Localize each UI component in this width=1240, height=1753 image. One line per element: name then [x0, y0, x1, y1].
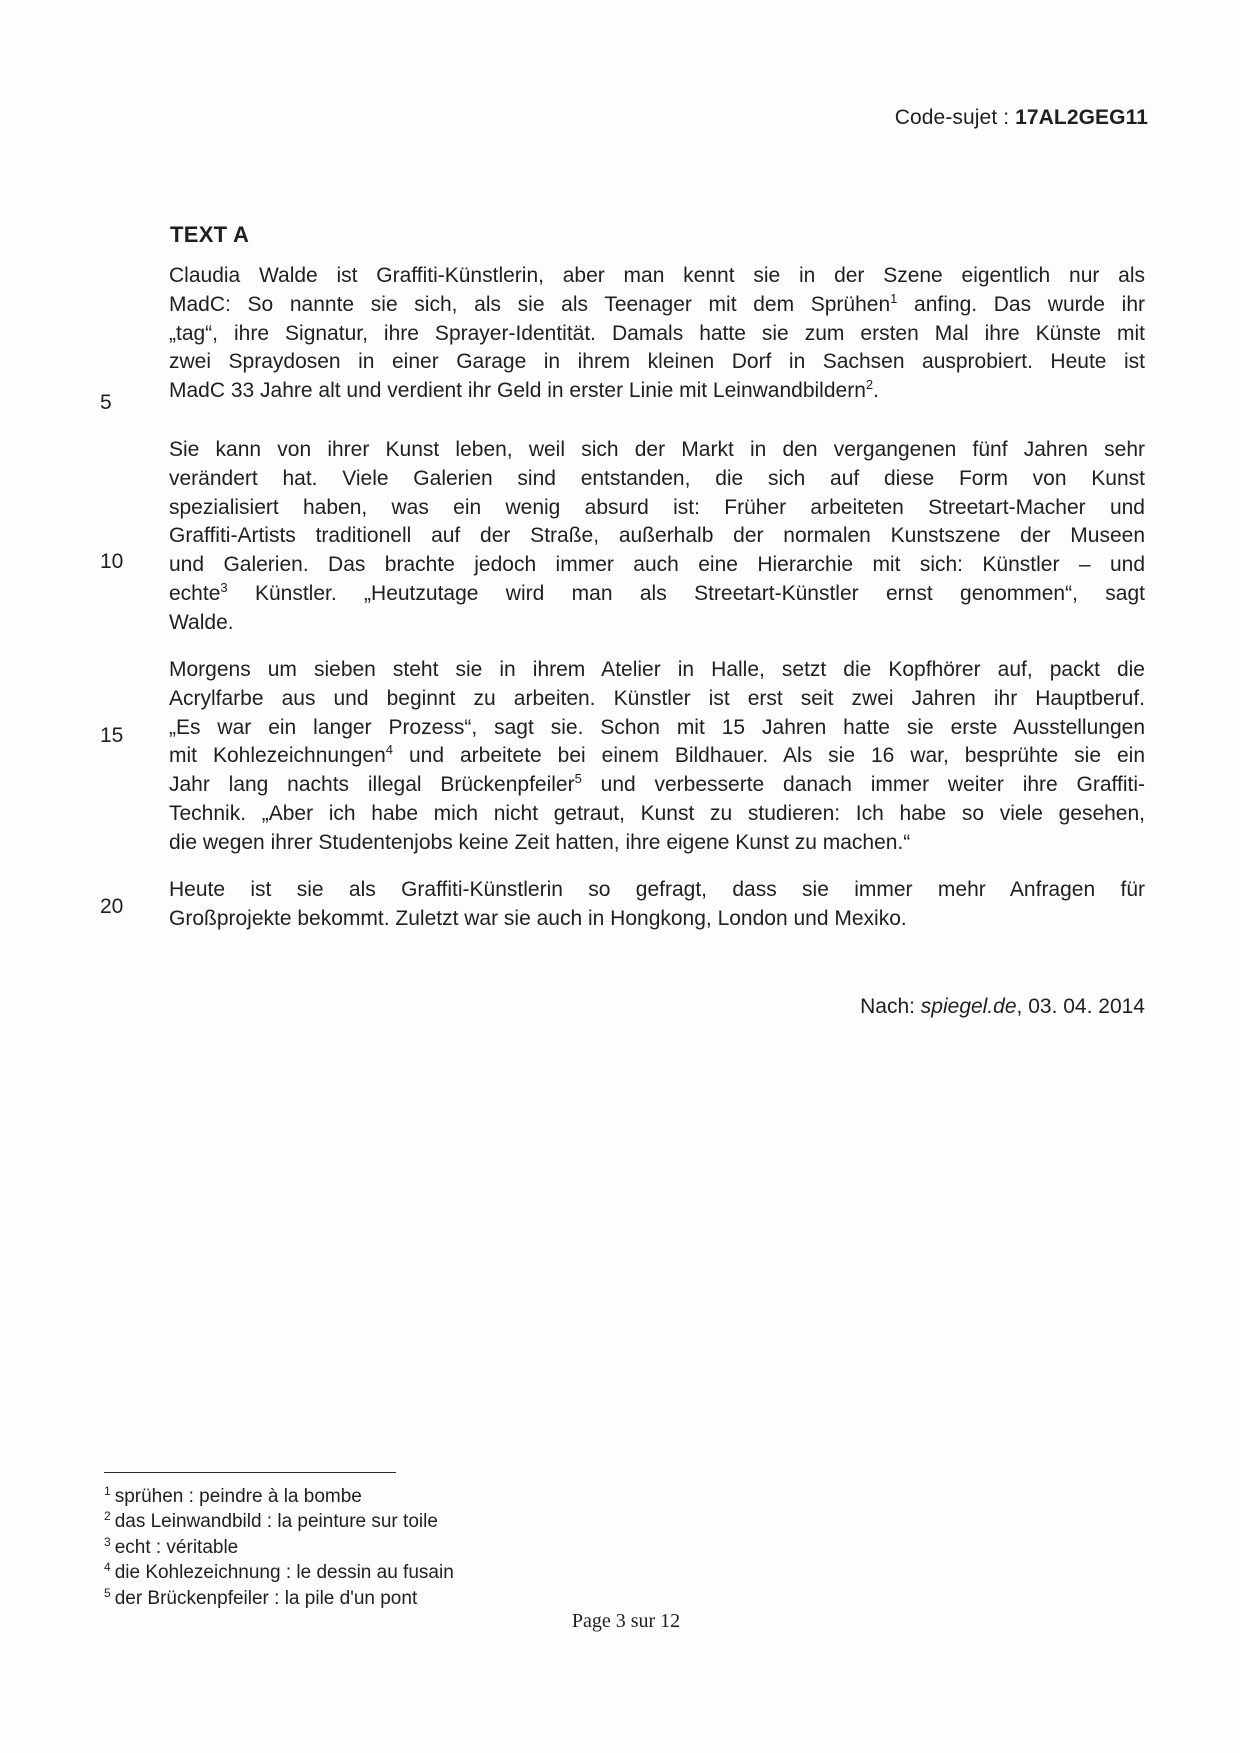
footnote-number: 3 — [104, 1534, 111, 1549]
footnote-text: echt : véritable — [114, 1536, 239, 1558]
source-site: spiegel.de — [920, 995, 1017, 1018]
line-number-10: 10 — [100, 550, 124, 573]
text-segment: Jahr lang nachts illegal Brückenpfeiler — [169, 773, 575, 797]
text-line: verändert hat. Viele Galerien sind entstanden, die sich auf diese Form von Kunst — [169, 466, 1145, 490]
footnote-number: 4 — [104, 1560, 111, 1575]
line-number-5: 5 — [100, 391, 112, 414]
code-sujet-label: Code-sujet : — [894, 106, 1010, 129]
text-segment: und verbesserte danach immer weiter ihre Graffiti- — [581, 773, 1145, 797]
text-line: zwei Spraydosen in einer Garage in ihrem kleinen Dorf in Sachsen ausprobiert. Heute ist — [169, 350, 1145, 374]
text-line: Morgens um sieben steht sie in ihrem Atelier in Halle, setzt die Kopfhörer auf, packt die — [169, 658, 1145, 681]
text-line: Walde. — [169, 610, 234, 634]
text-line: und Galerien. Das brachte jedoch immer auch eine Hierarchie mit sich: Künstler – und — [169, 553, 1145, 577]
footnote-reference: 4 — [385, 742, 394, 758]
page-number: Page 3 sur 12 — [571, 1610, 681, 1632]
footnote-text: die Kohlezeichnung : le dessin au fusain — [114, 1562, 454, 1584]
text-segment: Künstler. „Heutzutage wird man als Streetart-Künstler ernst genommen“, sagt — [227, 581, 1145, 605]
text-line: „tag“, ihre Signatur, ihre Sprayer-Identität. Damals hatte sie zum ersten Mal ihre Künste mit — [169, 321, 1145, 345]
text-line: Acrylfarbe aus und beginnt zu arbeiten. Künstler ist erst seit zwei Jahren ihr Hauptberuf. — [169, 686, 1145, 710]
footnote-item — [104, 1560, 454, 1585]
source-prefix: Nach: — [860, 995, 921, 1018]
text-line: die wegen ihrer Studentenjobs keine Zeit hatten, ihre eigene Kunst zu machen.“ — [169, 830, 911, 854]
source-date: , 03. 04. 2014 — [1016, 995, 1145, 1018]
footnote-text: sprühen : peindre à la bombe — [114, 1486, 362, 1507]
footnotes — [104, 1484, 454, 1611]
footnote-text: das Leinwandbild : la peinture sur toile — [114, 1511, 438, 1533]
text-line: spezialisiert haben, was ein wenig absurd ist: Früher arbeiteten Streetart-Macher und — [169, 495, 1145, 519]
footnote-reference: 1 — [890, 290, 898, 306]
text-segment: und arbeitete bei einem Bildhauer. Als sie 16 war, besprühte sie ein — [393, 744, 1146, 768]
text-segment: echte — [169, 581, 221, 605]
text-segment: MadC 33 Jahre alt und verdient ihr Geld in erster Linie mit Leinwandbildern — [169, 379, 866, 403]
text-line — [169, 742, 1145, 771]
text-line: Sie kann von ihrer Kunst leben, weil sich der Markt in den vergangenen fünf Jahren sehr — [169, 438, 1145, 461]
footnote-reference: 2 — [865, 377, 874, 393]
footnote-number: 5 — [104, 1585, 111, 1600]
footnote-item — [104, 1586, 454, 1611]
paragraph-4 — [169, 876, 1145, 934]
text-title: TEXT A — [170, 222, 250, 247]
footnote-number: 1 — [104, 1484, 111, 1498]
text-segment: anfing. Das wurde ihr — [897, 292, 1145, 316]
footnote-item — [104, 1535, 454, 1560]
text-line: Technik. „Aber ich habe mich nicht getraut, Kunst zu studieren: Ich habe so viele gesehen, — [169, 801, 1145, 825]
paragraph-3 — [169, 656, 1145, 858]
line-number-15: 15 — [100, 724, 124, 747]
line-number-20: 20 — [100, 895, 124, 918]
text-line — [169, 377, 1145, 406]
text-line: Claudia Walde ist Graffiti-Künstlerin, aber man kennt sie in der Szene eigentlich nur als — [169, 264, 1145, 287]
footnote-text: der Brückenpfeiler : la pile d'un pont — [114, 1587, 418, 1609]
text-line: Graffiti-Artists traditionell auf der Straße, außerhalb der normalen Kunstszene der Museen — [169, 524, 1145, 548]
code-sujet — [895, 106, 1148, 130]
text-line — [169, 580, 1145, 609]
source-citation — [860, 995, 1145, 1019]
text-line: „Es war ein langer Prozess“, sagt sie. Schon mit 15 Jahren hatte sie erste Ausstellungen — [169, 715, 1145, 739]
text-line: Großprojekte bekommt. Zuletzt war sie auch in Hongkong, London und Mexiko. — [169, 906, 907, 930]
paragraph-2 — [169, 436, 1145, 638]
text-segment: mit Kohlezeichnungen — [169, 744, 386, 768]
footnote-reference: 5 — [574, 771, 582, 787]
text-line — [169, 291, 1145, 320]
text-line — [169, 771, 1145, 800]
text-segment: MadC: So nannte sie sich, als sie als Teenager mit dem Sprühen — [169, 292, 891, 316]
text-segment: . — [873, 379, 879, 403]
footnote-item — [104, 1509, 454, 1534]
footnote-number: 2 — [104, 1509, 111, 1524]
footnote-reference: 3 — [220, 579, 228, 595]
paragraph-1 — [169, 262, 1145, 406]
footnote-item — [104, 1484, 454, 1509]
footnote-divider — [104, 1472, 396, 1473]
text-line: Heute ist sie als Graffiti-Künstlerin so gefragt, dass sie immer mehr Anfragen für — [169, 878, 1145, 901]
code-sujet-value: 17AL2GEG11 — [1015, 106, 1148, 129]
